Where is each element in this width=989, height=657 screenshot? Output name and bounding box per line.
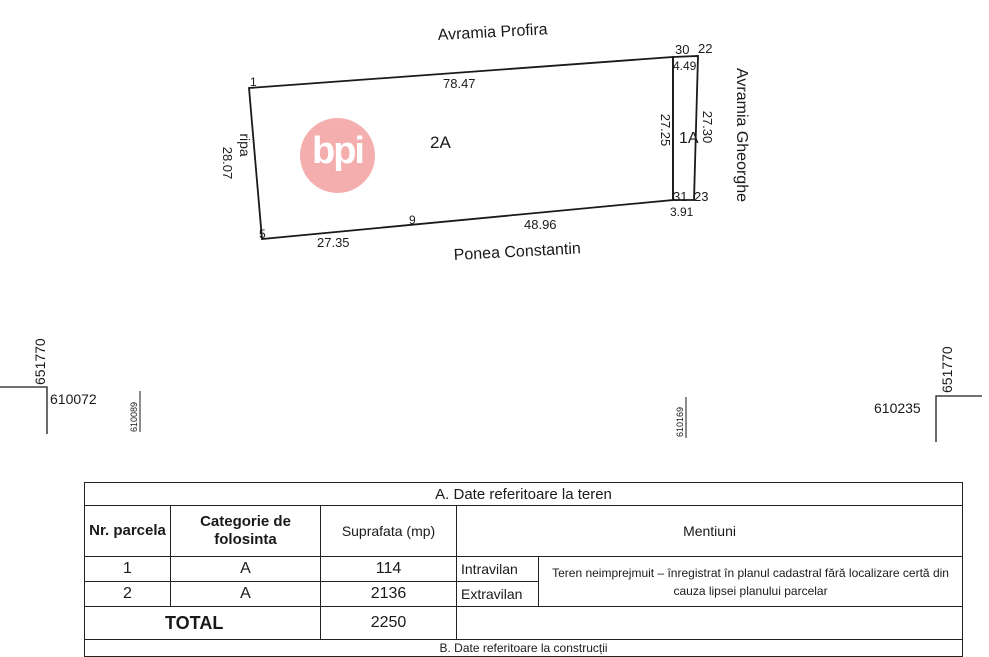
grid-y-right: 651770 bbox=[939, 346, 955, 393]
parcel-1a-outline bbox=[673, 56, 698, 200]
bpi-logo bbox=[300, 118, 375, 193]
length-east: 27.30 bbox=[700, 110, 715, 144]
header-suprafata: Suprafata (mp) bbox=[321, 506, 457, 557]
length-top-short: 4.49 bbox=[673, 59, 697, 73]
table-row bbox=[85, 557, 963, 582]
grid-x-left: 610072 bbox=[50, 391, 97, 407]
total-value: 2250 bbox=[321, 607, 457, 640]
point-9: 9 bbox=[409, 213, 416, 227]
parcel-1a-label: 1A bbox=[679, 130, 699, 147]
grid-corner-left bbox=[0, 387, 47, 434]
row1-suprafata: 114 bbox=[321, 557, 457, 582]
bpi-logo-text: bpi bbox=[312, 130, 363, 172]
grid-corner-right bbox=[936, 396, 982, 442]
grid-x-mid1: 610089 bbox=[129, 401, 139, 432]
length-north: 78.47 bbox=[443, 76, 476, 91]
header-nr-parcela: Nr. parcela bbox=[85, 506, 171, 557]
next-section-caption: B. Date referitoare la construcții bbox=[85, 640, 963, 657]
row2-zona: Extravilan bbox=[457, 582, 539, 607]
point-22: 22 bbox=[698, 41, 713, 56]
row2-suprafata: 2136 bbox=[321, 582, 457, 607]
row1-categorie: A bbox=[171, 557, 321, 582]
west-neighbor-label: ripa bbox=[237, 133, 253, 157]
east-neighbor-label: Avramia Gheorghe bbox=[733, 68, 750, 202]
row2-nr: 2 bbox=[85, 582, 171, 607]
length-bottom-short: 3.91 bbox=[670, 205, 694, 219]
row1-zona: Intravilan bbox=[457, 557, 539, 582]
total-label: TOTAL bbox=[85, 607, 321, 640]
length-south-right: 48.96 bbox=[524, 217, 557, 232]
point-1: 1 bbox=[250, 75, 257, 89]
south-neighbor-label: Ponea Constantin bbox=[453, 240, 582, 264]
length-inner: 27.25 bbox=[658, 113, 673, 147]
total-empty bbox=[457, 607, 963, 640]
row2-categorie: A bbox=[171, 582, 321, 607]
parcel-2a-label: 2A bbox=[430, 133, 451, 152]
header-categorie: Categorie de folosinta bbox=[171, 506, 321, 557]
mentiuni-note: Teren neimprejmuit – înregistrat în planul cadastral fără localizare certă din cauza lipsei planului parcelar bbox=[539, 557, 963, 607]
row1-nr: 1 bbox=[85, 557, 171, 582]
length-south-left: 27.35 bbox=[317, 235, 350, 250]
point-5: 5 bbox=[259, 227, 266, 241]
point-31: 31 bbox=[673, 189, 688, 204]
header-mentiuni: Mentiuni bbox=[457, 506, 963, 557]
grid-y-left: 651770 bbox=[32, 338, 48, 385]
land-data-table bbox=[84, 482, 963, 657]
point-23: 23 bbox=[694, 189, 709, 204]
table-caption: A. Date referitoare la teren bbox=[85, 483, 963, 506]
length-west: 28.07 bbox=[220, 146, 235, 180]
point-30: 30 bbox=[675, 42, 690, 57]
grid-x-mid2: 610169 bbox=[675, 406, 685, 437]
north-neighbor-label: Avramia Profira bbox=[437, 21, 549, 44]
grid-x-right: 610235 bbox=[874, 400, 921, 416]
